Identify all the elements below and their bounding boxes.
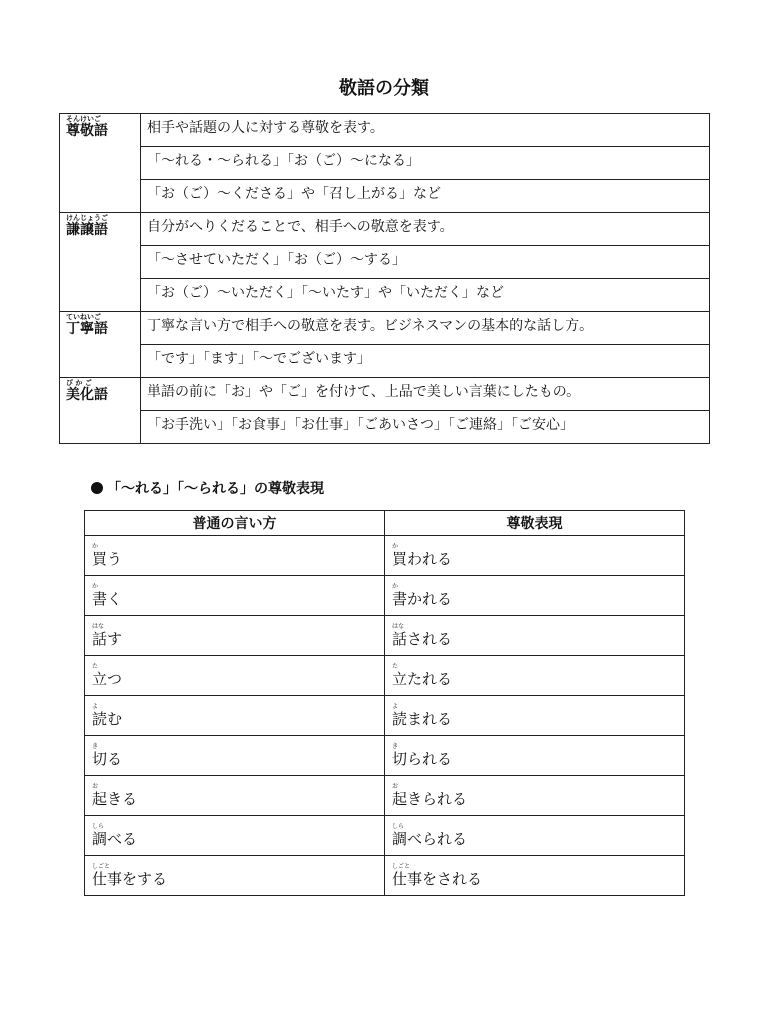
category-row — [60, 147, 710, 180]
furigana: はな — [92, 623, 105, 630]
table-row — [85, 536, 685, 576]
category-term-cell — [60, 312, 141, 378]
category-row — [60, 213, 710, 246]
table-header-row — [85, 511, 685, 536]
plain-verb-cell — [85, 576, 385, 616]
verb-text: 書く — [92, 590, 123, 608]
honorific-verb-cell — [385, 616, 685, 656]
column-header-honorific: 尊敬表現 — [385, 511, 685, 536]
verb-text: 仕事をされる — [392, 870, 483, 888]
verb-text: 買われる — [392, 550, 453, 568]
category-term: 尊敬語 — [66, 123, 108, 139]
verb-text: 買う — [92, 550, 123, 568]
category-term-cell — [60, 114, 141, 213]
furigana: き — [92, 743, 99, 750]
verb-text: 読む — [92, 710, 123, 728]
honorific-verb-table — [84, 510, 685, 896]
category-example: 「〜させていただく」「お（ご）〜する」 — [141, 246, 710, 279]
section-heading — [91, 478, 324, 498]
furigana: か — [392, 543, 399, 550]
page-title: 敬語の分類 — [339, 78, 429, 99]
verb-text: 立つ — [92, 670, 123, 688]
plain-verb-cell — [85, 656, 385, 696]
plain-verb-cell — [85, 536, 385, 576]
plain-verb-cell — [85, 776, 385, 816]
category-example: 「〜れる・〜られる」「お（ご）〜になる」 — [141, 147, 710, 180]
verb-text: 起きられる — [392, 790, 468, 808]
verb-text: 調べる — [92, 830, 138, 848]
table-row — [85, 776, 685, 816]
category-row — [60, 411, 710, 444]
honorific-verb-cell — [385, 576, 685, 616]
furigana: か — [92, 543, 99, 550]
keigo-classification-table — [59, 113, 710, 444]
honorific-verb-cell — [385, 696, 685, 736]
furigana: た — [392, 663, 399, 670]
category-term: 美化語 — [66, 387, 108, 403]
category-description: 単語の前に「お」や「ご」を付けて、上品で美しい言葉にしたもの。 — [141, 378, 710, 411]
category-ruby: ていねいご — [66, 313, 101, 321]
plain-verb-cell — [85, 816, 385, 856]
table-row — [85, 576, 685, 616]
furigana: か — [92, 583, 99, 590]
category-ruby: そんけいご — [66, 115, 101, 123]
table-row — [85, 856, 685, 896]
category-row — [60, 114, 710, 147]
furigana: か — [392, 583, 399, 590]
furigana: しら — [92, 823, 105, 830]
plain-verb-cell — [85, 616, 385, 656]
furigana: はな — [392, 623, 405, 630]
verb-text: 切られる — [392, 750, 453, 768]
category-term: 謙譲語 — [66, 222, 108, 238]
verb-text: 立たれる — [392, 670, 453, 688]
category-row — [60, 180, 710, 213]
table-row — [85, 736, 685, 776]
plain-verb-cell — [85, 856, 385, 896]
table-row — [85, 696, 685, 736]
verb-text: 書かれる — [392, 590, 453, 608]
honorific-verb-cell — [385, 656, 685, 696]
furigana: き — [392, 743, 399, 750]
plain-verb-cell — [85, 736, 385, 776]
furigana: お — [392, 783, 399, 790]
section-heading-text: 「〜れる」「〜られる」の尊敬表現 — [107, 481, 324, 497]
category-example: 「お手洗い」「お食事」「お仕事」「ごあいさつ」「ご連絡」「ご安心」 — [141, 411, 710, 444]
column-header-plain: 普通の言い方 — [85, 511, 385, 536]
category-term-cell — [60, 213, 141, 312]
category-row — [60, 312, 710, 345]
verb-text: 切る — [92, 750, 123, 768]
bullet-icon — [91, 482, 103, 494]
honorific-verb-cell — [385, 856, 685, 896]
category-row — [60, 378, 710, 411]
honorific-verb-cell — [385, 816, 685, 856]
verb-text: 読まれる — [392, 710, 453, 728]
furigana: しら — [392, 823, 405, 830]
category-term-cell — [60, 378, 141, 444]
category-description: 丁寧な言い方で相手への敬意を表す。ビジネスマンの基本的な話し方。 — [141, 312, 710, 345]
furigana: よ — [392, 703, 399, 710]
verb-text: 話される — [392, 630, 453, 648]
honorific-verb-cell — [385, 736, 685, 776]
category-description: 相手や話題の人に対する尊敬を表す。 — [141, 114, 710, 147]
honorific-verb-cell — [385, 536, 685, 576]
furigana: しごと — [92, 863, 111, 870]
table-row — [85, 656, 685, 696]
verb-text: 調べられる — [392, 830, 468, 848]
furigana: お — [92, 783, 99, 790]
furigana: しごと — [392, 863, 411, 870]
category-term: 丁寧語 — [66, 321, 108, 337]
table-row — [85, 616, 685, 656]
category-row — [60, 345, 710, 378]
verb-text: 起きる — [92, 790, 138, 808]
category-row — [60, 246, 710, 279]
category-example: 「お（ご）〜くださる」や「召し上がる」など — [141, 180, 710, 213]
verb-text: 話す — [92, 630, 123, 648]
category-example: 「お（ご）〜いただく」「〜いたす」や「いただく」など — [141, 279, 710, 312]
category-ruby: けんじょうご — [66, 214, 108, 222]
category-row — [60, 279, 710, 312]
category-example: 「です」「ます」「〜でございます」 — [141, 345, 710, 378]
category-description: 自分がへりくだることで、相手への敬意を表す。 — [141, 213, 710, 246]
table-row — [85, 816, 685, 856]
plain-verb-cell — [85, 696, 385, 736]
furigana: よ — [92, 703, 99, 710]
category-ruby: び か ご — [66, 379, 92, 387]
honorific-verb-cell — [385, 776, 685, 816]
furigana: た — [92, 663, 99, 670]
verb-text: 仕事をする — [92, 870, 168, 888]
